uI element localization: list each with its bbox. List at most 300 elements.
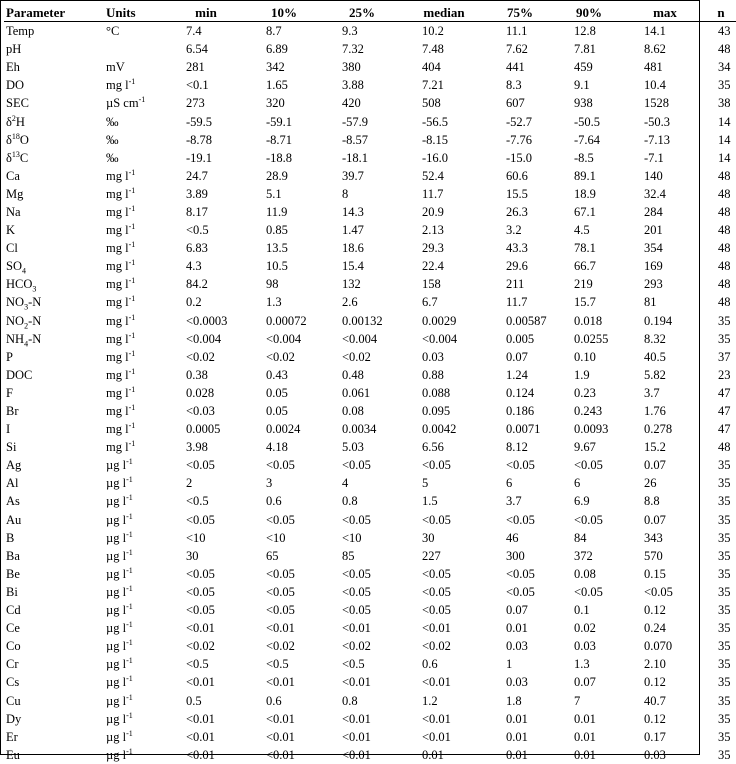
cell-units: µg $l^{-1}$	[106, 457, 133, 473]
cell-p10: <0.05	[266, 603, 295, 618]
cell-parameter: Eu	[6, 747, 20, 762]
cell-p90: -7.64	[574, 132, 601, 147]
cell-p90: <0.05	[574, 512, 603, 527]
cell-p25: 0.0034	[342, 422, 377, 437]
cell-median: 0.6	[422, 657, 438, 672]
table-row	[4, 149, 736, 167]
cell-p25: <0.01	[342, 621, 371, 636]
cell-max: 1528	[644, 96, 669, 111]
cell-p90: 219	[574, 277, 593, 292]
cell-units: µg $l^{-1}$	[106, 746, 133, 762]
cell-min: 6.83	[186, 241, 208, 256]
cell-parameter: $\delta^{13}C$	[6, 149, 29, 165]
table-row	[4, 221, 736, 239]
cell-p75: 46	[506, 530, 519, 545]
cell-min: <0.05	[186, 584, 215, 599]
cell-min: 8.17	[186, 204, 208, 219]
cell-min: <0.01	[186, 675, 215, 690]
cell-n: 35	[718, 476, 731, 491]
cell-parameter: $\delta^{18}O$	[6, 131, 29, 147]
cell-parameter: Ce	[6, 621, 20, 636]
cell-min: <0.01	[186, 621, 215, 636]
cell-p25: 85	[342, 548, 355, 563]
cell-max: 40.7	[644, 693, 666, 708]
cell-parameter: DOC	[6, 367, 33, 382]
cell-p10: 0.05	[266, 404, 288, 419]
cell-max: 354	[644, 241, 663, 256]
cell-max: 0.278	[644, 422, 673, 437]
cell-units: ‰	[106, 150, 119, 165]
cell-units: mg $l^{-1}$	[106, 258, 136, 274]
cell-n: 35	[718, 548, 731, 563]
cell-p75: 1	[506, 657, 513, 672]
cell-p90: 0.0093	[574, 422, 609, 437]
cell-p75: 0.0071	[506, 422, 541, 437]
table-row	[4, 728, 736, 746]
cell-parameter: Temp	[6, 24, 35, 39]
table-row	[4, 366, 736, 384]
cell-p10: 0.6	[266, 494, 282, 509]
cell-p75: 607	[506, 96, 525, 111]
cell-median: <0.05	[422, 603, 451, 618]
cell-units: µg $l^{-1}$	[106, 493, 133, 509]
cell-p25: 0.08	[342, 404, 364, 419]
cell-n: 35	[718, 675, 731, 690]
cell-median: 1.2	[422, 693, 438, 708]
cell-p90: -8.5	[574, 150, 594, 165]
table-row	[4, 131, 736, 149]
cell-median: 29.3	[422, 241, 444, 256]
cell-n: 47	[718, 422, 731, 437]
cell-median: -16.0	[422, 150, 449, 165]
table-row	[4, 76, 736, 94]
cell-units: µg $l^{-1}$	[106, 656, 133, 672]
table-row	[4, 257, 736, 275]
cell-median: 0.088	[422, 385, 451, 400]
cell-p90: -50.5	[574, 114, 601, 129]
cell-units: mg $l^{-1}$	[106, 330, 136, 346]
cell-p90: 0.243	[574, 404, 603, 419]
cell-p90: 0.03	[574, 639, 596, 654]
cell-median: <0.01	[422, 621, 451, 636]
cell-max: -7.13	[644, 132, 671, 147]
cell-median: -56.5	[422, 114, 449, 129]
cell-p90: 84	[574, 530, 587, 545]
cell-p25: -57.9	[342, 114, 369, 129]
cell-p90: 1.9	[574, 367, 590, 382]
header-p90: 90%	[554, 4, 624, 22]
cell-p90: 89.1	[574, 168, 596, 183]
cell-p90: 18.9	[574, 186, 596, 201]
cell-p75: 0.005	[506, 331, 535, 346]
table-row	[4, 112, 736, 130]
cell-n: 35	[718, 566, 731, 581]
cell-max: 8.62	[644, 42, 666, 57]
cell-units	[96, 40, 166, 58]
cell-p75: 211	[506, 277, 525, 292]
cell-p25: 39.7	[342, 168, 364, 183]
cell-units: mg $l^{-1}$	[106, 420, 136, 437]
cell-n: 35	[718, 313, 731, 328]
cell-p90: 7.81	[574, 42, 596, 57]
cell-max: 201	[644, 223, 663, 238]
cell-p25: 0.48	[342, 367, 364, 382]
cell-units: mg $l^{-1}$	[106, 366, 136, 382]
cell-p10: -18.8	[266, 150, 293, 165]
cell-parameter: Er	[6, 729, 18, 744]
cell-p25: 14.3	[342, 204, 364, 219]
table-row	[4, 583, 736, 601]
cell-min: 281	[186, 60, 205, 75]
header-parameter: Parameter	[4, 4, 96, 22]
cell-n: 14	[718, 150, 731, 165]
cell-p10: -8.71	[266, 132, 293, 147]
cell-max: 2.10	[644, 657, 666, 672]
cell-max: 0.17	[644, 729, 666, 744]
cell-units: mg $l^{-1}$	[106, 312, 136, 328]
cell-p25: <0.05	[342, 458, 371, 473]
cell-p90: 459	[574, 60, 593, 75]
cell-p90: 0.08	[574, 566, 596, 581]
table-row	[4, 330, 736, 348]
cell-parameter: Ca	[6, 168, 20, 183]
table-row	[4, 655, 736, 673]
cell-p25: 4	[342, 476, 349, 491]
cell-median: 404	[422, 60, 441, 75]
table-row	[4, 547, 736, 565]
cell-median: 227	[422, 548, 441, 563]
cell-min: <0.004	[186, 331, 222, 346]
cell-n: 35	[718, 584, 731, 599]
cell-p10: 0.0024	[266, 422, 301, 437]
cell-max: 570	[644, 548, 663, 563]
table-row	[4, 40, 736, 58]
cell-median: <0.004	[422, 331, 458, 346]
cell-median: 6.56	[422, 440, 444, 455]
cell-min: <0.05	[186, 458, 215, 473]
cell-p25: -8.57	[342, 132, 369, 147]
cell-median: 1.5	[422, 494, 438, 509]
cell-min: <0.03	[186, 404, 215, 419]
cell-p75: 60.6	[506, 168, 528, 183]
cell-units: µg $l^{-1}$	[106, 638, 133, 654]
cell-p10: 320	[266, 96, 285, 111]
cell-n: 35	[718, 711, 731, 726]
cell-parameter: As	[6, 494, 20, 509]
cell-parameter: F	[6, 385, 13, 400]
cell-p75: 1.8	[506, 693, 522, 708]
cell-min: 84.2	[186, 277, 208, 292]
cell-median: 7.21	[422, 78, 444, 93]
cell-p25: <0.004	[342, 331, 378, 346]
cell-parameter: $\delta^2H$	[6, 113, 25, 129]
cell-parameter: Cu	[6, 693, 21, 708]
table-row	[4, 456, 736, 474]
cell-p25: <0.05	[342, 603, 371, 618]
cell-max: 0.07	[644, 512, 666, 527]
cell-n: 48	[718, 204, 731, 219]
cell-p75: 43.3	[506, 241, 528, 256]
cell-p75: 7.62	[506, 42, 528, 57]
cell-min: <0.05	[186, 566, 215, 581]
cell-p25: <0.05	[342, 584, 371, 599]
table-row	[4, 565, 736, 583]
cell-min: 6.54	[186, 42, 208, 57]
cell-n: 35	[718, 603, 731, 618]
cell-p75: 0.124	[506, 385, 535, 400]
cell-p10: <0.01	[266, 729, 295, 744]
cell-median: <0.05	[422, 458, 451, 473]
cell-max: 0.24	[644, 621, 666, 636]
cell-n: 48	[718, 295, 731, 310]
cell-p75: 29.6	[506, 259, 528, 274]
cell-median: 11.7	[422, 186, 444, 201]
cell-n: 48	[718, 277, 731, 292]
cell-parameter: P	[6, 349, 13, 364]
cell-median: 0.03	[422, 349, 444, 364]
cell-p10: 0.00072	[266, 313, 307, 328]
cell-p90: 0.01	[574, 711, 596, 726]
cell-p75: <0.05	[506, 512, 535, 527]
cell-n: 48	[718, 42, 731, 57]
table-row	[4, 601, 736, 619]
cell-n: 48	[718, 440, 731, 455]
table-row	[4, 384, 736, 402]
cell-median: <0.05	[422, 512, 451, 527]
cell-n: 14	[718, 132, 731, 147]
cell-max: 0.12	[644, 711, 666, 726]
cell-max: 0.12	[644, 675, 666, 690]
cell-p75: 11.7	[506, 295, 528, 310]
cell-p10: <0.05	[266, 458, 295, 473]
cell-p75: 11.1	[506, 24, 528, 39]
cell-max: 0.070	[644, 639, 673, 654]
cell-p10: -59.1	[266, 114, 293, 129]
cell-p25: <10	[342, 530, 362, 545]
header-median: median	[402, 4, 486, 22]
cell-n: 34	[718, 60, 731, 75]
cell-p90: 1.3	[574, 657, 590, 672]
cell-p75: 8.3	[506, 78, 522, 93]
cell-median: 0.0029	[422, 313, 457, 328]
cell-n: 48	[718, 223, 731, 238]
cell-min: <0.0003	[186, 313, 228, 328]
cell-p90: 0.01	[574, 729, 596, 744]
cell-parameter: Ba	[6, 548, 20, 563]
cell-min: 30	[186, 548, 199, 563]
table-row	[4, 710, 736, 728]
cell-p90: 4.5	[574, 223, 590, 238]
cell-p75: 6	[506, 476, 513, 491]
cell-max: 343	[644, 530, 663, 545]
cell-units: mg $l^{-1}$	[106, 77, 136, 93]
cell-p75: 0.07	[506, 349, 528, 364]
table-row	[4, 637, 736, 655]
cell-median: 0.01	[422, 747, 444, 762]
cell-min: 24.7	[186, 168, 208, 183]
cell-units: µg $l^{-1}$	[106, 529, 133, 545]
cell-units: mg $l^{-1}$	[106, 439, 136, 455]
cell-parameter: Br	[6, 404, 19, 419]
cell-median: 10.2	[422, 24, 444, 39]
cell-n: 35	[718, 639, 731, 654]
cell-median: <0.05	[422, 566, 451, 581]
cell-p75: 15.5	[506, 186, 528, 201]
cell-units: µg $l^{-1}$	[106, 601, 133, 618]
cell-p10: <0.02	[266, 639, 295, 654]
cell-p10: <0.004	[266, 331, 302, 346]
cell-p75: 1.24	[506, 367, 528, 382]
cell-median: <0.01	[422, 711, 451, 726]
cell-parameter: $NO_3-N$	[6, 295, 42, 312]
table-row	[4, 275, 736, 293]
cell-p25: <0.05	[342, 566, 371, 581]
cell-max: 81	[644, 295, 657, 310]
cell-units: mg $l^{-1}$	[106, 276, 136, 292]
cell-p10: 13.5	[266, 241, 288, 256]
cell-p25: 3.88	[342, 78, 364, 93]
header-p75: 75%	[486, 4, 554, 22]
cell-median: <0.01	[422, 729, 451, 744]
cell-units: µg $l^{-1}$	[106, 511, 133, 527]
cell-min: -59.5	[186, 114, 213, 129]
cell-p25: 420	[342, 96, 361, 111]
cell-p10: 65	[266, 548, 279, 563]
table-row	[4, 203, 736, 221]
cell-max: 8.8	[644, 494, 660, 509]
cell-parameter: Be	[6, 566, 20, 581]
cell-parameter: K	[6, 223, 16, 238]
cell-p10: <0.05	[266, 584, 295, 599]
cell-n: 35	[718, 693, 731, 708]
cell-p10: <0.05	[266, 566, 295, 581]
cell-max: 15.2	[644, 440, 666, 455]
cell-p75: 8.12	[506, 440, 528, 455]
cell-p75: -52.7	[506, 114, 533, 129]
cell-min: 0.028	[186, 385, 215, 400]
cell-min: -19.1	[186, 150, 213, 165]
table-row	[4, 22, 736, 41]
cell-n: 35	[718, 494, 731, 509]
cell-p10: 10.5	[266, 259, 288, 274]
cell-units: mg $l^{-1}$	[106, 348, 136, 364]
cell-min: 273	[186, 96, 205, 111]
cell-min: <0.5	[186, 223, 209, 238]
cell-p90: 66.7	[574, 259, 596, 274]
cell-median: <0.01	[422, 675, 451, 690]
table-row	[4, 619, 736, 637]
cell-parameter: Eh	[6, 60, 20, 75]
cell-units: mV	[106, 60, 125, 75]
cell-p25: <0.01	[342, 729, 371, 744]
header-n: n	[706, 4, 736, 22]
cell-max: 0.15	[644, 566, 666, 581]
cell-max: 0.194	[644, 313, 673, 328]
cell-units: µg $l^{-1}$	[106, 619, 133, 636]
cell-units: mg $l^{-1}$	[106, 203, 136, 219]
cell-min: 0.2	[186, 295, 202, 310]
cell-median: 0.88	[422, 367, 444, 382]
cell-p90: 0.02	[574, 621, 596, 636]
table-row	[4, 492, 736, 510]
cell-max: 169	[644, 259, 663, 274]
cell-p25: 15.4	[342, 259, 364, 274]
cell-p90: <0.05	[574, 458, 603, 473]
cell-p75: 0.01	[506, 747, 528, 762]
cell-median: 22.4	[422, 259, 444, 274]
cell-p75: 441	[506, 60, 525, 75]
cell-min: <10	[186, 530, 206, 545]
cell-n: 38	[718, 96, 731, 111]
cell-min: <0.5	[186, 494, 209, 509]
cell-p90: 9.67	[574, 440, 596, 455]
cell-p90: 0.0255	[574, 331, 609, 346]
table-row	[4, 167, 736, 185]
cell-p10: 342	[266, 60, 285, 75]
cell-p75: 0.01	[506, 621, 528, 636]
cell-max: 140	[644, 168, 663, 183]
cell-p25: 18.6	[342, 241, 364, 256]
cell-units: µg $l^{-1}$	[106, 692, 133, 708]
cell-n: 47	[718, 385, 731, 400]
cell-units: mg $l^{-1}$	[106, 240, 136, 256]
cell-p10: 11.9	[266, 204, 288, 219]
cell-max: 32.4	[644, 186, 666, 201]
cell-p10: <0.01	[266, 711, 295, 726]
cell-median: 20.9	[422, 204, 444, 219]
table-row	[4, 420, 736, 438]
cell-parameter: Mg	[6, 186, 24, 201]
cell-units: mg $l^{-1}$	[106, 294, 136, 310]
cell-p75: 0.03	[506, 675, 528, 690]
cell-median: 5	[422, 476, 429, 491]
table-row	[4, 529, 736, 547]
cell-p10: 0.43	[266, 367, 288, 382]
cell-max: 293	[644, 277, 663, 292]
cell-parameter: $NH_4-N$	[6, 331, 42, 349]
cell-parameter: $NO_2-N$	[6, 313, 42, 331]
cell-units: µg $l^{-1}$	[106, 674, 133, 690]
cell-min: 7.4	[186, 24, 202, 39]
cell-max: -50.3	[644, 114, 671, 129]
cell-p10: <0.5	[266, 657, 289, 672]
cell-median: 7.48	[422, 42, 444, 57]
cell-p90: 372	[574, 548, 593, 563]
cell-p25: 7.32	[342, 42, 364, 57]
cell-units: µS $cm^{-1}$	[106, 95, 146, 111]
cell-n: 14	[718, 114, 731, 129]
cell-parameter: $SO_4$	[6, 259, 26, 276]
cell-n: 35	[718, 530, 731, 545]
cell-min: <0.01	[186, 747, 215, 762]
table-row	[4, 348, 736, 366]
cell-p90: 0.07	[574, 675, 596, 690]
cell-median: -8.15	[422, 132, 449, 147]
cell-p25: -18.1	[342, 150, 369, 165]
cell-min: -8.78	[186, 132, 213, 147]
cell-max: 1.76	[644, 404, 666, 419]
cell-n: 48	[718, 259, 731, 274]
cell-units: µg $l^{-1}$	[106, 728, 133, 744]
cell-p10: 5.1	[266, 186, 282, 201]
cell-p75: <0.05	[506, 458, 535, 473]
cell-min: 3.98	[186, 440, 208, 455]
cell-p90: 0.10	[574, 349, 596, 364]
cell-p25: <0.01	[342, 747, 371, 762]
table-row	[4, 438, 736, 456]
cell-p75: 26.3	[506, 204, 528, 219]
cell-p25: 0.061	[342, 385, 371, 400]
